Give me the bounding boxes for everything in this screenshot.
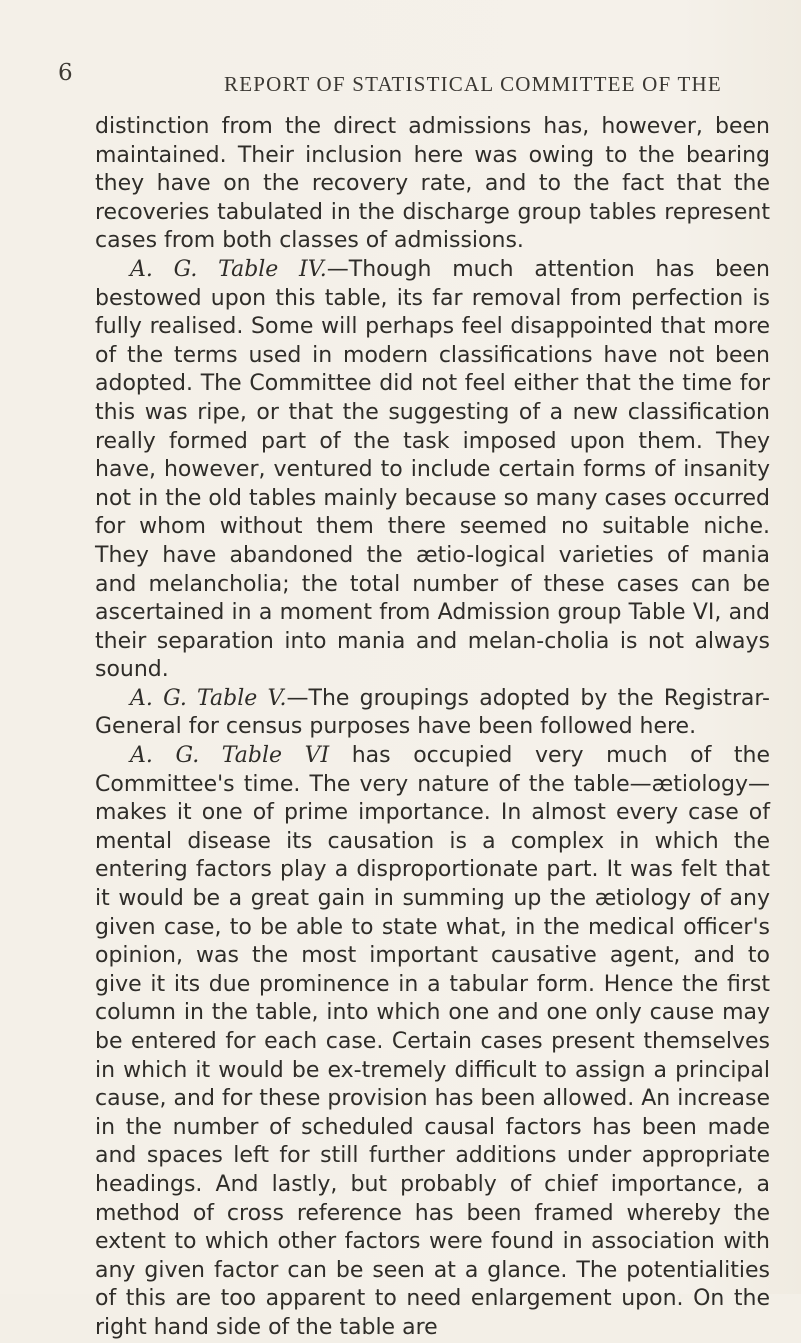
running-head: REPORT OF STATISTICAL COMMITTEE OF THE	[224, 72, 722, 96]
paragraph-2	[95, 256, 770, 685]
body-text	[95, 113, 770, 1343]
paragraph-3-text: —The groupings adopted by the Registrar-General for census purposes have been followed here.	[95, 685, 770, 740]
paragraph-4-text: has occupied very much of the Committee's time. The very nature of the table—ætiology—makes it one of prime importance. In almost every case of mental disease its causation is a complex in which the entering factors play a disproportionate part. It was felt that it would be a great gain in summing up the ætiology of any given case, to be able to state what, in the medical officer's opinion, was the most important causative agent, and to give it its due prominence in a tabular form. Hence the first column in the table, into which one and one only cause may be entered for each case. Certain cases present themselves in which it would be ex-tremely difficult to assign a principal cause, and for these provision has been allowed. An increase in the number of scheduled causal factors has been made and spaces left for still further additions under appropriate headings. And lastly, but probably of chief importance, a method of cross reference has been framed whereby the extent to which other factors were found in association with any given factor can be seen at a glance. The potentialities of this are too apparent to need enlargement upon. On the right hand side of the table are	[95, 743, 770, 1340]
paragraph-4	[95, 742, 770, 1342]
table-ref-v: A. G. Table V.	[130, 685, 287, 711]
paragraph-1-text: distinction from the direct admissions has, however, been maintained. Their inclusion here was owing to the bearing they have on the recovery rate, and to the fact that the recoveries tabulated in the discharge group tables represent cases from both classes of admissions.	[95, 114, 770, 254]
page-number: 6	[58, 60, 73, 86]
paragraph-2-text: —Though much attention has been bestowed upon this table, its far removal from perfection is fully realised. Some will perhaps feel disappointed that more of the terms used in modern classifications have not been adopted. The Committee did not feel either that the time for this was ripe, or that the suggesting of a new classification really formed part of the task imposed upon them. They have, however, ventured to include certain forms of insanity not in the old tables mainly because so many cases occurred for whom without them there seemed no suitable niche. They have abandoned the ætio-logical varieties of mania and melancholia; the total number of these cases can be ascertained in a moment from Admission group Table VI, and their separation into mania and melan-cholia is not always sound.	[95, 256, 770, 683]
page-header	[0, 0, 801, 110]
paragraph-3	[95, 685, 770, 742]
table-ref-vi: A. G. Table VI	[130, 743, 330, 769]
paragraph-1	[95, 113, 770, 256]
table-ref-iv: A. G. Table IV.	[130, 256, 327, 282]
